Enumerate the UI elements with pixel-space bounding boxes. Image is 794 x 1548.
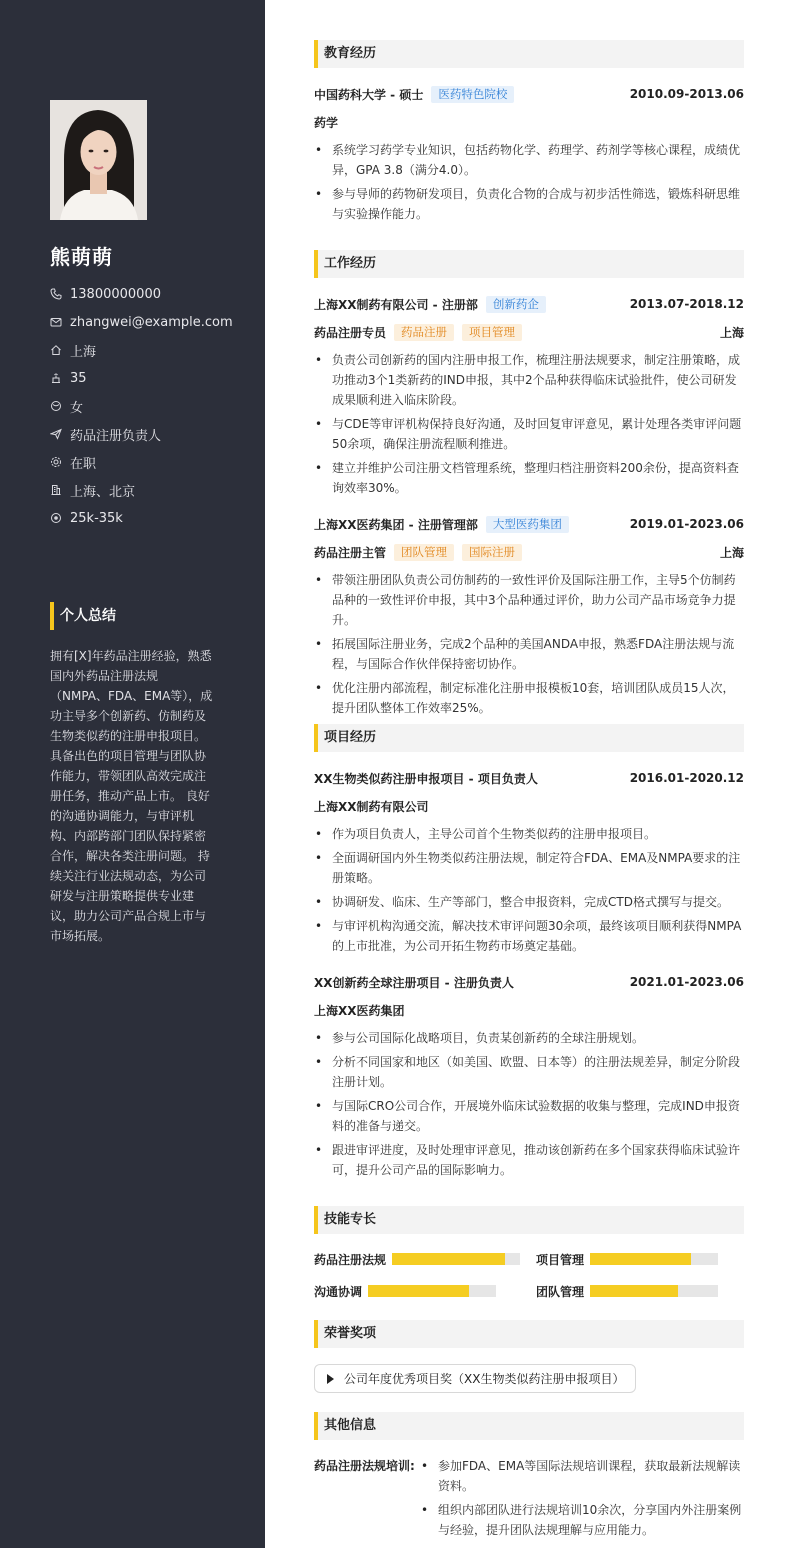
avatar-photo — [50, 100, 147, 220]
email-text: zhangwei@example.com — [70, 314, 233, 330]
status-text: 在职 — [70, 456, 97, 472]
skill-bar — [590, 1253, 718, 1265]
info-phone — [50, 280, 233, 308]
gender-text: 女 — [70, 400, 84, 416]
list-item: • 与审评机构沟通交流，解决技术审评问题30余项，最终该项目顺利获得NMPA的上市批准，为公司开拓生物药市场奠定基础。 — [314, 916, 744, 956]
education-school: 中国药科大学 - 硕士 — [314, 87, 424, 102]
job-location: 上海 — [719, 325, 744, 340]
skill-item — [314, 1251, 520, 1267]
play-icon — [327, 1374, 334, 1384]
info-position — [50, 420, 233, 448]
job-role-tag: 项目管理 — [462, 324, 522, 341]
skill-name: 药品注册法规 — [314, 1252, 387, 1267]
education-major-row — [314, 112, 744, 132]
education-date: 2010.09-2013.06 — [629, 87, 744, 101]
list-item: • 优化注册内部流程，制定标准化注册申报模板10套，培训团队成员15人次，提升团队整体工作效率25%。 — [314, 678, 744, 718]
skill-bar — [590, 1285, 718, 1297]
phone-icon — [50, 288, 62, 300]
job-company-tag: 创新药企 — [486, 296, 546, 313]
job-role-row — [314, 542, 744, 562]
other-heading: 其他信息 — [314, 1412, 744, 1440]
salary-text: 25k-35k — [70, 510, 123, 526]
education-major: 药学 — [314, 115, 339, 130]
list-item: • 系统学习药学专业知识，包括药物化学、药理学、药剂学等核心课程，成绩优异，GPA 3.8（满分4.0）。 — [314, 140, 744, 180]
project-name: XX生物类似药注册申报项目 - 项目负责人 — [314, 771, 538, 786]
info-target-city — [50, 476, 233, 504]
skill-bar-fill — [590, 1285, 678, 1297]
list-item: • 全面调研国内外生物类似药注册法规，制定符合FDA、EMA及NMPA要求的注册策略。 — [314, 848, 744, 888]
job-role-row — [314, 322, 744, 342]
candidate-name: 熊萌萌 — [50, 245, 113, 269]
skill-bar — [368, 1285, 496, 1297]
job-bullets — [314, 570, 744, 722]
contact-info-list — [50, 280, 233, 532]
info-status — [50, 448, 233, 476]
project-org: 上海XX医药集团 — [314, 1003, 405, 1018]
skill-item — [536, 1283, 718, 1299]
job-company: 上海XX医药集团 - 注册管理部 — [314, 517, 478, 532]
age-text: 35 — [70, 370, 87, 386]
awards-heading: 荣誉奖项 — [314, 1320, 744, 1348]
skill-bar-fill — [368, 1285, 469, 1297]
projects-heading: 项目经历 — [314, 724, 744, 752]
list-item: • 组织内部团队进行法规培训10余次，分享国内外注册案例与经验，提升团队法规理解与应用能力。 — [420, 1500, 744, 1540]
job-location: 上海 — [719, 545, 744, 560]
gender-icon — [50, 400, 62, 412]
job-company: 上海XX制药有限公司 - 注册部 — [314, 297, 478, 312]
home-icon — [50, 344, 62, 356]
list-item: • 拓展国际注册业务，完成2个品种的美国ANDA申报，熟悉FDA注册法规与流程，与国际合作伙伴保持密切协作。 — [314, 634, 744, 674]
list-item: • 作为项目负责人，主导公司首个生物类似药的注册申报项目。 — [314, 824, 744, 844]
skill-item — [314, 1283, 496, 1299]
job-role-tag: 国际注册 — [462, 544, 522, 561]
info-salary — [50, 504, 233, 532]
job-role-tag: 团队管理 — [394, 544, 454, 561]
project-bullets — [314, 824, 744, 960]
job-company-tag: 大型医药集团 — [486, 516, 569, 533]
project-bullets — [314, 1028, 744, 1184]
skill-name: 项目管理 — [536, 1252, 585, 1267]
education-bullets — [314, 140, 744, 228]
list-item: • 协调研发、临床、生产等部门，整合申报资料，完成CTD格式撰写与提交。 — [314, 892, 744, 912]
job-header-row — [314, 294, 744, 314]
education-header-row — [314, 84, 744, 104]
building-icon — [50, 484, 62, 496]
info-email — [50, 308, 233, 336]
avatar — [50, 100, 147, 220]
summary-text: 拥有[X]年药品注册经验，熟悉国内外药品注册法规（NMPA、FDA、EMA等），成功主导多个创新药、仿制药及生物类似药的注册申报项目。具备出色的项目管理与团队协作能力，带领团队高效完成注册任务，推动产品上市。 良好的沟通协调能力，与审评机构、内部跨部门团队保持紧密合作，解决各类注册问题。 持续关注行业法规动态，为公司研发与注册策略提供专业建议，助力公司产品合规上市与市场拓展。 — [50, 649, 213, 943]
project-header-row — [314, 972, 744, 992]
skill-name: 沟通协调 — [314, 1284, 363, 1299]
skills-heading: 技能专长 — [314, 1206, 744, 1234]
list-item: • 负责公司创新药的国内注册申报工作，梳理注册法规要求，制定注册策略，成功推动3个1类新药的IND申报，其中2个品种获得临床试验批件，使公司研发成果顺利进入临床阶段。 — [314, 350, 744, 410]
target-city-text: 上海、北京 — [70, 484, 136, 500]
skill-bar-fill — [590, 1253, 691, 1265]
list-item: • 与CDE等审评机构保持良好沟通，及时回复审评意见，累计处理各类审评问题50余项，确保注册流程顺利推进。 — [314, 414, 744, 454]
summary-heading: 个人总结 — [50, 602, 116, 630]
work-heading: 工作经历 — [314, 250, 744, 278]
award-item[interactable] — [314, 1364, 636, 1393]
education-heading: 教育经历 — [314, 40, 744, 68]
salary-icon — [50, 512, 62, 524]
list-item: • 建立并维护公司注册文档管理系统，整理归档注册资料200余份，提高资料查询效率30%。 — [314, 458, 744, 498]
list-item: • 参与公司国际化战略项目，负责某创新药的全球注册规划。 — [314, 1028, 744, 1048]
job-date: 2019.01-2023.06 — [629, 517, 744, 531]
sidebar — [0, 0, 265, 1548]
skill-bar-fill — [392, 1253, 505, 1265]
status-icon — [50, 456, 62, 468]
phone-text: 13800000000 — [70, 286, 161, 302]
education-tag: 医药特色院校 — [431, 86, 514, 103]
list-item: • 带领注册团队负责公司仿制药的一致性评价及国际注册工作，主导5个仿制药品种的一致性评价申报，其中3个品种通过评价，助力公司产品市场竞争力提升。 — [314, 570, 744, 630]
other-label: 药品注册法规培训: — [314, 1459, 415, 1473]
job-role-tag: 药品注册 — [394, 324, 454, 341]
project-org: 上海XX制药有限公司 — [314, 799, 429, 814]
age-icon — [50, 372, 62, 384]
skill-bar — [392, 1253, 520, 1265]
city-text: 上海 — [70, 344, 97, 360]
project-name: XX创新药全球注册项目 - 注册负责人 — [314, 975, 514, 990]
info-city — [50, 336, 233, 364]
job-header-row — [314, 514, 744, 534]
project-date: 2021.01-2023.06 — [629, 975, 744, 989]
list-item: • 参加FDA、EMA等国际法规培训课程，获取最新法规解读资料。 — [420, 1456, 744, 1496]
list-item: • 分析不同国家和地区（如美国、欧盟、日本等）的注册法规差异，制定分阶段注册计划。 — [314, 1052, 744, 1092]
project-org-row — [314, 796, 744, 816]
job-role: 药品注册主管 — [314, 545, 387, 560]
list-item: • 跟进审评进度，及时处理审评意见，推动该创新药在多个国家获得临床试验许可，提升公司产品的国际影响力。 — [314, 1140, 744, 1180]
award-text: 公司年度优秀项目奖（XX生物类似药注册申报项目） — [344, 1372, 625, 1386]
mail-icon — [50, 316, 62, 328]
job-role: 药品注册专员 — [314, 325, 387, 340]
list-item: • 参与导师的药物研发项目，负责化合物的合成与初步活性筛选，锻炼科研思维与实验操作能力。 — [314, 184, 744, 224]
list-item: • 与国际CRO公司合作，开展境外临床试验数据的收集与整理，完成IND申报资料的准备与递交。 — [314, 1096, 744, 1136]
other-bullets — [420, 1456, 744, 1544]
project-date: 2016.01-2020.12 — [629, 771, 744, 785]
job-date: 2013.07-2018.12 — [629, 297, 744, 311]
job-bullets — [314, 350, 744, 502]
position-text: 药品注册负责人 — [70, 428, 162, 444]
project-org-row — [314, 1000, 744, 1020]
info-age — [50, 364, 233, 392]
skill-name: 团队管理 — [536, 1284, 585, 1299]
send-icon — [50, 428, 62, 440]
info-gender — [50, 392, 233, 420]
project-header-row — [314, 768, 744, 788]
skill-item — [536, 1251, 718, 1267]
